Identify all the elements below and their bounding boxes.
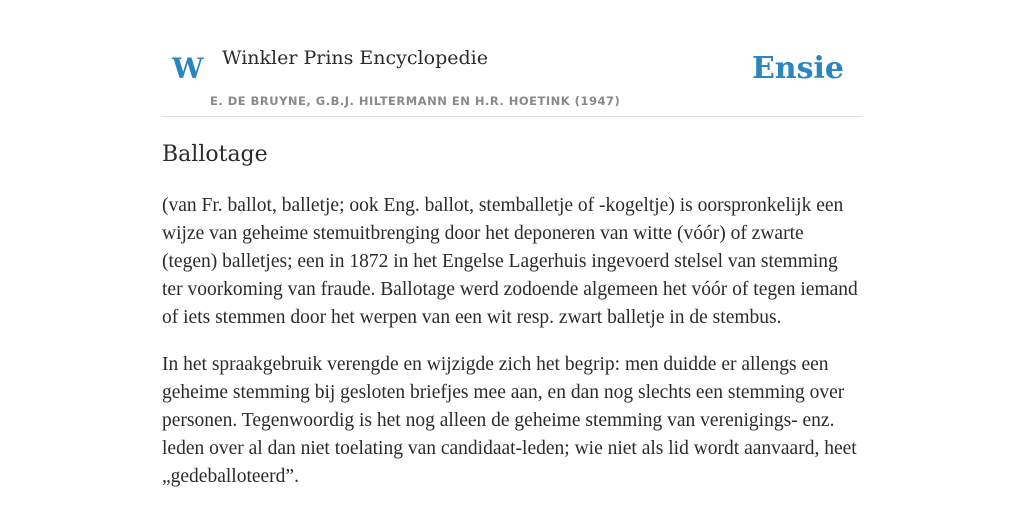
article-paragraph: In het spraakgebruik verengde en wijzigde zich het begrip: men duidde er allengs een geheime stemming bij gesloten briefjes mee aan, en dan nog slechts een stemming over personen. Tegenwoordig is het nog alleen de geheime stemming van verenigings- enz. leden over al dan niet toelating van candidaat-leden; wie niet als lid wordt aanvaard, heet „gedeballoteerd”. xyxy=(162,354,857,487)
article-body xyxy=(162,192,862,510)
article-paragraph: (van Fr. ballot, balletje; ook Eng. ballot, stemballetje of -kogeltje) is oorspronkelijk een wijze van geheime stemuitbrenging door het deponeren van witte (vóór) of zwarte (tegen) balletjes; een in 1872 in het Engelse Lagerhuis ingevoerd stelsel van stemming ter voorkoming van fraude. Ballotage werd zodoende algemeen het vóór of tegen iemand of iets stemmen door het werpen van een wit resp. zwart balletje in de stembus. xyxy=(162,195,858,328)
site-header xyxy=(162,0,862,117)
site-title[interactable]: Winkler Prins Encyclopedie xyxy=(222,47,488,69)
article-title: Ballotage xyxy=(162,142,268,167)
ensie-logo[interactable]: Ensie xyxy=(751,51,844,86)
page xyxy=(162,0,862,512)
encyclopedia-logo[interactable]: W xyxy=(172,52,204,85)
site-subtitle: E. DE BRUYNE, G.B.J. HILTERMANN EN H.R. HOETINK (1947) xyxy=(210,94,621,108)
